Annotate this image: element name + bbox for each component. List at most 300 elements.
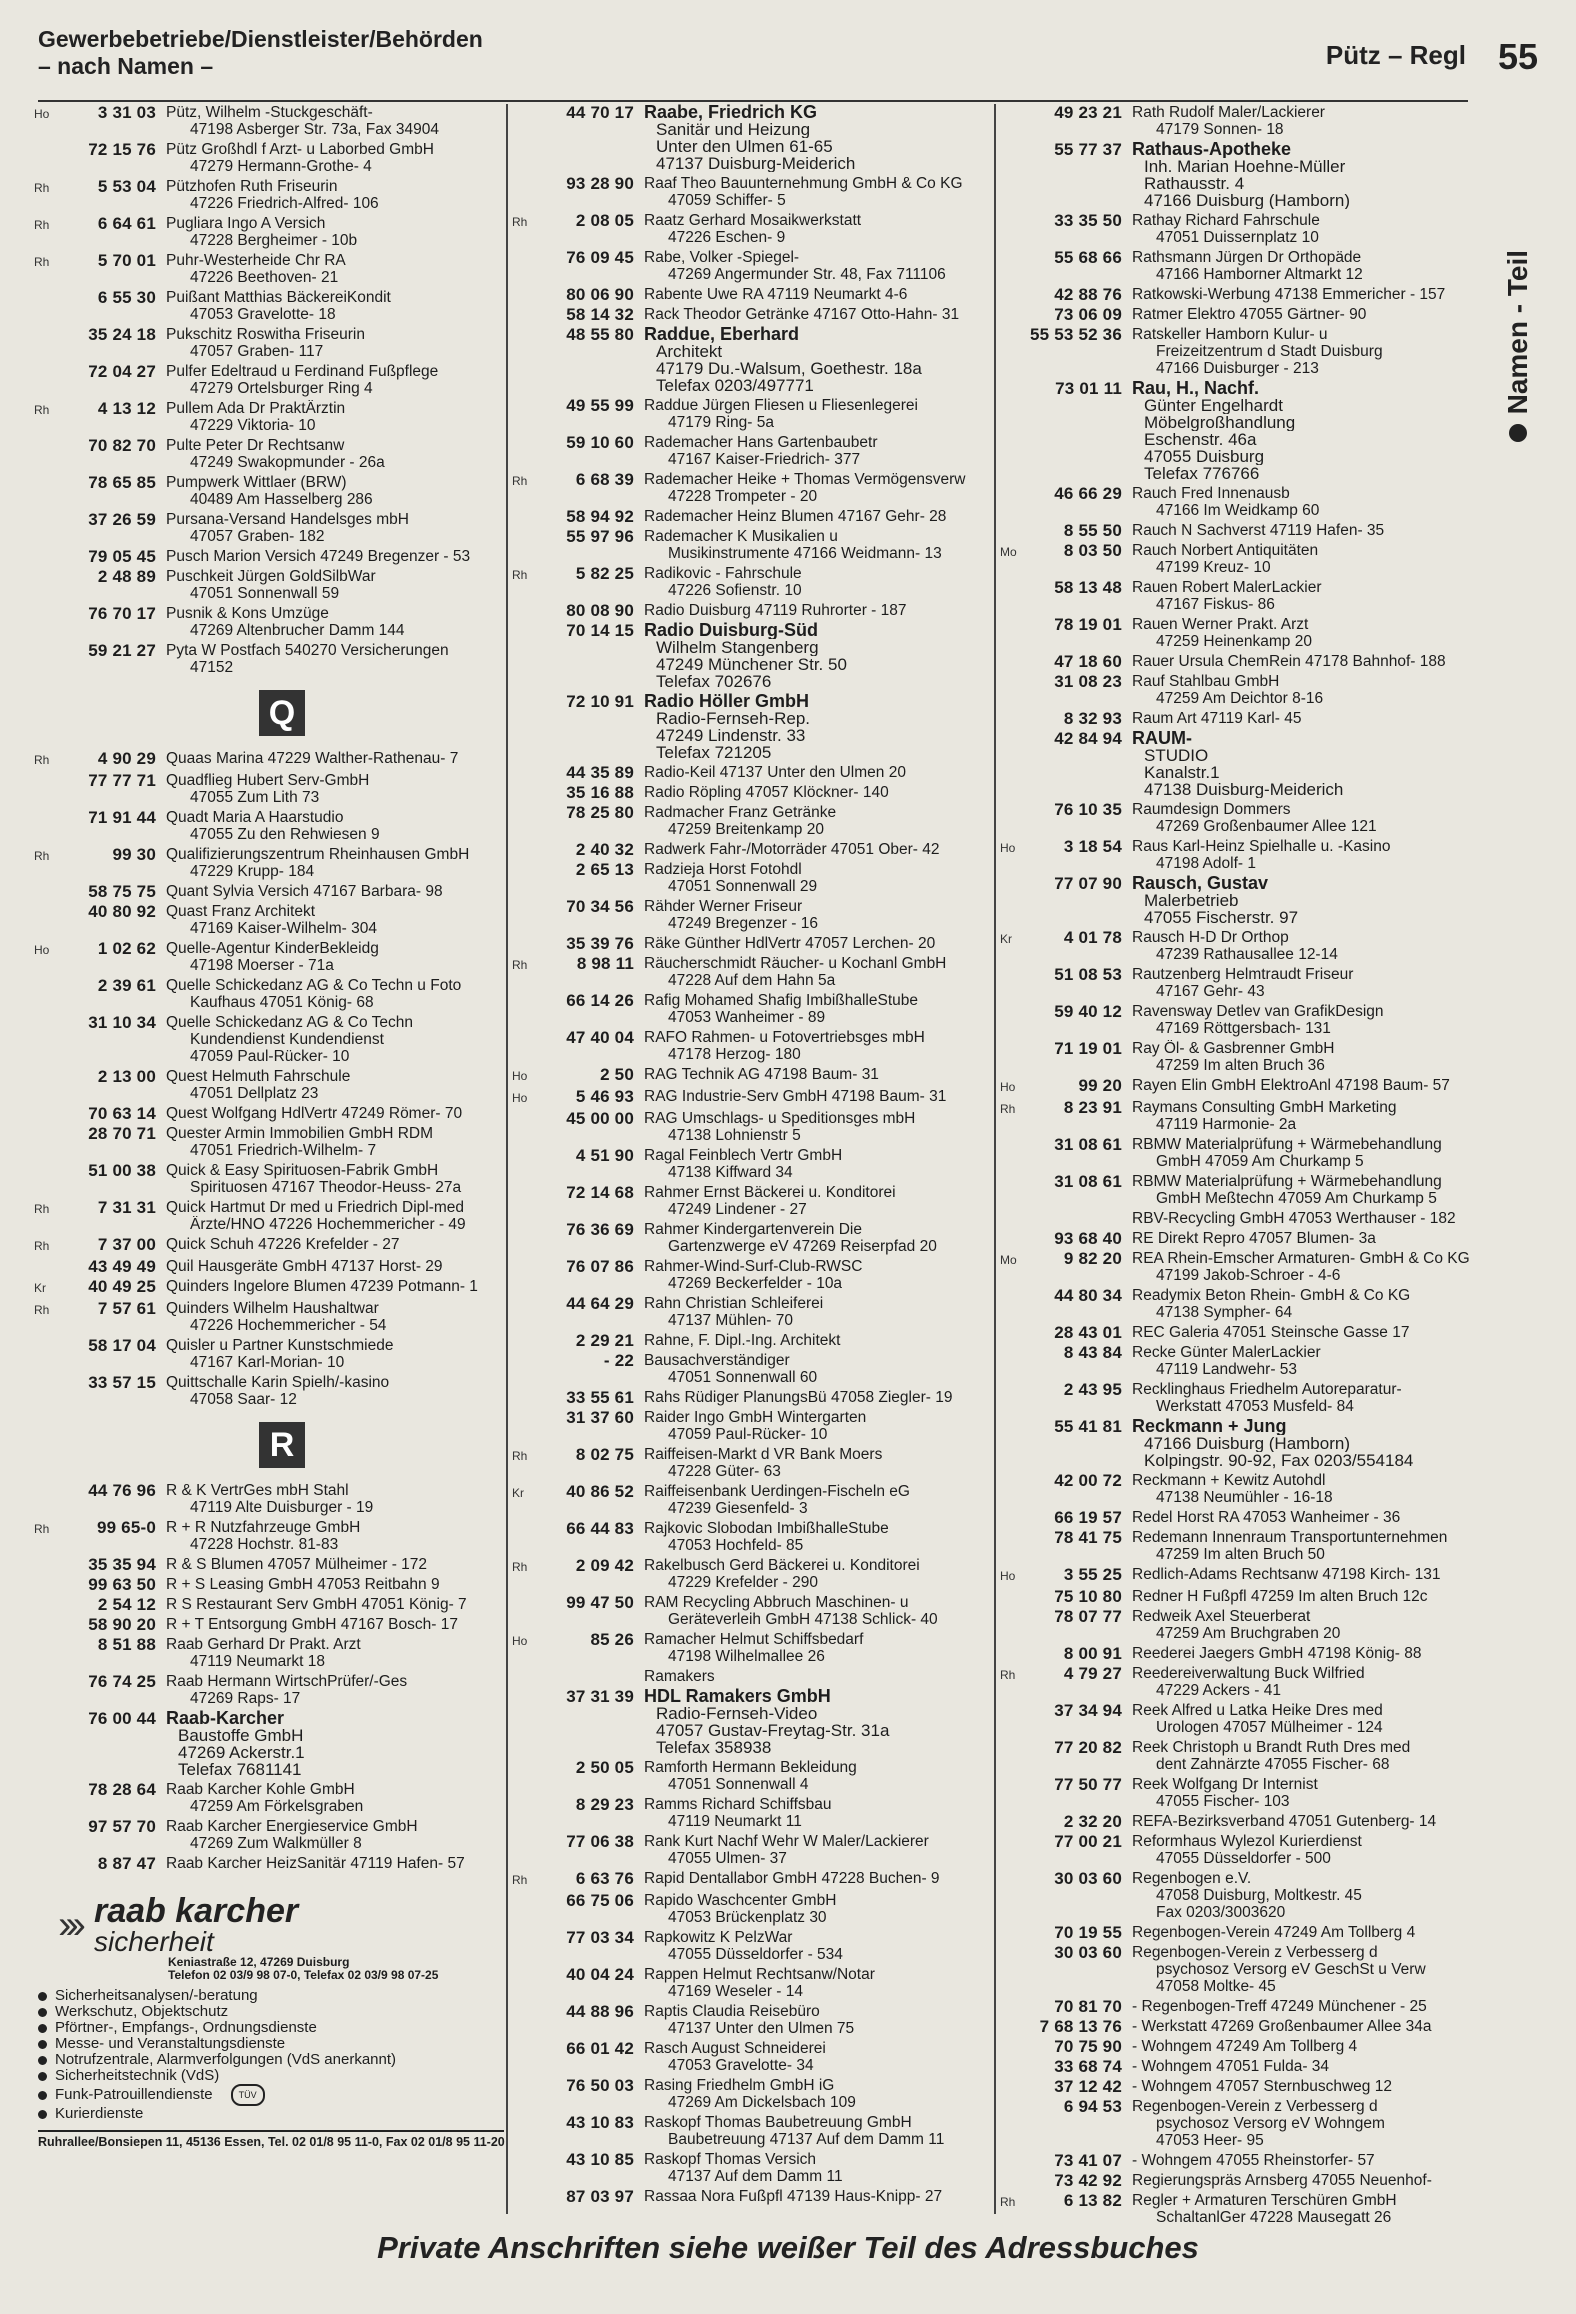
phone-number: 77 50 77 <box>1054 1775 1122 1794</box>
district-code <box>34 977 56 979</box>
directory-entry <box>1000 1324 1470 1341</box>
directory-entry <box>1000 1665 1470 1699</box>
entry-detail: 47051 Duissernplatz 10 <box>1156 229 1319 246</box>
directory-entry <box>1000 1173 1470 1207</box>
entry-detail: 47138 Sympher- 64 <box>1156 1304 1293 1321</box>
directory-entry <box>1000 1040 1470 1074</box>
directory-entry <box>512 1295 992 1329</box>
entry-detail: Malerbetrieb <box>1144 892 1239 909</box>
entry-text <box>166 141 504 175</box>
phone-number: 73 41 07 <box>1054 2151 1122 2170</box>
entry-text <box>644 1332 992 1349</box>
entry-text <box>644 622 992 690</box>
phone-number: 8 98 11 <box>576 954 634 973</box>
directory-entry <box>512 326 992 394</box>
district-code <box>34 1636 56 1638</box>
entry-text <box>1132 616 1470 650</box>
directory-entry <box>34 1482 504 1516</box>
directory-entry <box>512 1668 992 1685</box>
directory-entry <box>34 511 504 545</box>
entry-text <box>1132 730 1470 798</box>
directory-entry <box>1000 1944 1470 1995</box>
bullet-icon <box>38 2024 47 2033</box>
entry-text <box>1132 1287 1470 1321</box>
district-code <box>1000 1418 1022 1420</box>
ad-service-item <box>38 2106 504 2122</box>
phone-number: 80 06 90 <box>566 285 634 304</box>
entry-name: Rathaus-Apotheke <box>1132 141 1292 158</box>
phone-number: 30 03 60 <box>1054 1869 1122 1888</box>
entry-detail: Kolpingstr. 90-92, Fax 0203/554184 <box>1144 1452 1414 1469</box>
entry-name: Quelle Schickedanz AG & Co Techn <box>166 1014 413 1031</box>
entry-text <box>644 1929 992 1963</box>
district-code <box>512 602 534 604</box>
entry-detail: 47259 Am Deichtor 8-16 <box>1156 690 1324 707</box>
directory-entry <box>34 1105 504 1122</box>
directory-entry <box>512 861 992 895</box>
column-3 <box>1000 103 1470 2226</box>
entry-text <box>166 1374 504 1408</box>
district-code <box>34 1014 56 1016</box>
entry-text <box>1132 1588 1470 1605</box>
district-code <box>512 1147 534 1149</box>
entry-detail: 47055 Düsseldorfer - 500 <box>1156 1850 1331 1867</box>
phone-number: 72 04 27 <box>88 362 156 381</box>
directory-entry <box>34 809 504 843</box>
entry-detail: Kanalstr.1 <box>1144 764 1220 781</box>
ad-service-label: Funk-Patrouillendienste <box>55 2086 213 2103</box>
phone-number: 6 68 39 <box>575 470 634 489</box>
entry-text <box>644 104 992 172</box>
entry-name: Pützhofen Ruth Friseurin <box>166 178 338 195</box>
section-heading <box>38 26 483 80</box>
entry-detail: 47166 Im Weidkamp 60 <box>1156 502 1320 519</box>
entry-name: Ravensway Detlev van GrafikDesign <box>1132 1003 1384 1020</box>
entry-detail: Telefax 358938 <box>656 1739 772 1756</box>
entry-text <box>1132 1944 1470 1995</box>
entry-detail: 47138 Kiffward 34 <box>668 1164 793 1181</box>
directory-entry <box>512 212 992 246</box>
district-code <box>512 1295 534 1297</box>
entry-detail: Fax 0203/3003620 <box>1156 1904 1286 1921</box>
district-code <box>1000 1702 1022 1704</box>
phone-number: 66 19 57 <box>1054 1508 1122 1527</box>
directory-entry <box>512 1029 992 1063</box>
entry-text <box>166 605 504 639</box>
district-code <box>34 1710 56 1712</box>
directory-entry <box>512 1332 992 1349</box>
directory-entry <box>34 252 504 286</box>
entry-name: Quinders Wilhelm Haushaltwar <box>166 1300 379 1317</box>
entry-name: Ratkowski-Werbung 47138 Emmericher - 157 <box>1132 286 1446 303</box>
entry-text <box>166 568 504 602</box>
entry-name: Rapkowitz K PelzWar <box>644 1929 793 1946</box>
entry-detail: 47051 Sonnenwall 29 <box>668 878 818 895</box>
phone-number: 8 02 75 <box>575 1445 634 1464</box>
entry-text <box>166 1710 504 1778</box>
entry-detail: Sanitär und Heizung <box>656 121 811 138</box>
directory-entry <box>512 1833 992 1867</box>
entry-name: Reckmann + Jung <box>1132 1418 1287 1435</box>
district-code: Rh <box>512 474 528 488</box>
entry-text <box>644 1066 992 1083</box>
district-code <box>1000 380 1022 382</box>
district-code <box>34 1337 56 1339</box>
phone-number: 66 75 06 <box>566 1891 634 1910</box>
directory-entry <box>1000 1509 1470 1526</box>
directory-entry <box>512 104 992 172</box>
phone-number: 78 28 64 <box>88 1780 156 1799</box>
directory-entry <box>34 772 504 806</box>
directory-entry <box>34 1258 504 1275</box>
entry-name: R + T Entsorgung GmbH 47167 Bosch- 17 <box>166 1616 458 1633</box>
entry-detail: 47269 Großenbaumer Allee 121 <box>1156 818 1377 835</box>
section-heading-line2: – nach Namen – <box>38 53 214 79</box>
entry-detail: 47228 Hochstr. 81-83 <box>190 1536 339 1553</box>
entry-text <box>644 1966 992 2000</box>
entry-detail: 47055 Ulmen- 37 <box>668 1850 787 1867</box>
entry-name: RAUM- <box>1132 730 1192 747</box>
directory-entry <box>512 2077 992 2111</box>
phone-number: 40 04 24 <box>566 1965 634 1984</box>
entry-text <box>1132 2038 1470 2055</box>
entry-name: Pulfer Edeltraud u Ferdinand Fußpflege <box>166 363 439 380</box>
entry-name: Redel Horst RA 47053 Wanheimer - 36 <box>1132 1509 1401 1526</box>
directory-entry <box>512 1066 992 1085</box>
phone-number: 8 23 91 <box>1063 1098 1122 1117</box>
phone-number: 59 21 27 <box>88 641 156 660</box>
district-code: Kr <box>1000 932 1012 946</box>
entry-text <box>1132 141 1470 209</box>
phone-number: 2 08 05 <box>575 211 634 230</box>
entry-name: Rathay Richard Fahrschule <box>1132 212 1320 229</box>
entry-name: Rauer Ursula ChemRein 47178 Bahnhof- 188 <box>1132 653 1446 670</box>
directory-entry <box>512 2114 992 2148</box>
phone-number: 99 63 50 <box>88 1575 156 1594</box>
entry-detail: Günter Engelhardt <box>1144 397 1283 414</box>
entry-detail: 47249 Lindener - 27 <box>668 1201 807 1218</box>
entry-text <box>644 2077 992 2111</box>
phone-number: 76 10 35 <box>1054 800 1122 819</box>
phone-number: 76 07 86 <box>566 1257 634 1276</box>
phone-number: 76 00 44 <box>88 1709 156 1728</box>
entry-text <box>1132 1003 1470 1037</box>
entry-text <box>1132 2058 1470 2075</box>
entry-detail: 47249 Lindenstr. 33 <box>656 727 806 744</box>
district-code <box>1000 1588 1022 1590</box>
entry-detail: 47179 Ring- 5a <box>668 414 774 431</box>
entry-name: Pusch Marion Versich 47249 Bregenzer - 53 <box>166 548 471 565</box>
directory-entry <box>512 804 992 838</box>
entry-detail: GmbH Meßtechn 47059 Am Churkamp 5 <box>1156 1190 1437 1207</box>
entry-detail: 47259 Heinenkamp 20 <box>1156 633 1312 650</box>
entry-text <box>1132 1040 1470 1074</box>
entries-q <box>34 750 504 1408</box>
entry-detail: 47249 Swakopmunder - 26a <box>190 454 385 471</box>
page-range-label: Pütz – Regl <box>1325 40 1466 70</box>
entry-text <box>1132 1665 1470 1699</box>
district-code <box>34 1162 56 1164</box>
district-code: Mo <box>1000 1253 1017 1267</box>
entry-detail: Freizeitzentrum d Stadt Duisburg <box>1156 343 1383 360</box>
entry-name: Regierungspräs Arnsberg 47055 Neuenhof- <box>1132 2172 1432 2189</box>
entry-detail: 47138 Lohnienstr 5 <box>668 1127 801 1144</box>
district-code: Rh <box>512 1449 528 1463</box>
entry-text <box>1132 2172 1470 2189</box>
entry-detail: 47057 Gustav-Freytag-Str. 31a <box>656 1722 890 1739</box>
district-code <box>1000 2152 1022 2154</box>
district-code <box>34 1068 56 1070</box>
phone-number: - 22 <box>603 1351 634 1370</box>
entry-name: Radio Duisburg-Süd <box>644 622 818 639</box>
directory-entry <box>34 883 504 900</box>
entry-detail: 47057 Graben- 182 <box>190 528 325 545</box>
entry-detail: 47055 Zu den Rehwiesen 9 <box>190 826 380 843</box>
entry-text <box>166 1258 504 1275</box>
entries-r <box>34 1482 504 1872</box>
entry-name: Recke Günter MalerLackier <box>1132 1344 1321 1361</box>
district-code <box>1000 1210 1022 1212</box>
phone-number: 35 24 18 <box>88 325 156 344</box>
entry-text <box>1132 2098 1470 2149</box>
district-code <box>1000 1813 1022 1815</box>
entry-name: Quast Franz Architekt <box>166 903 316 920</box>
entry-text <box>1132 653 1470 670</box>
ad-service-label: Kurierdienste <box>55 2105 144 2122</box>
entry-text <box>644 1110 992 1144</box>
directory-entry <box>1000 2018 1470 2035</box>
district-code <box>34 1818 56 1820</box>
entry-detail: 47179 Du.-Walsum, Goethestr. 18a <box>656 360 922 377</box>
entry-text <box>166 883 504 900</box>
entry-text <box>1132 1173 1470 1207</box>
district-code: Ho <box>512 1091 528 1105</box>
page-footer-note: Private Anschriften siehe weißer Teil des Adressbuches <box>377 2230 1199 2265</box>
entry-name: Rapid Dentallabor GmbH 47228 Buchen- 9 <box>644 1870 940 1887</box>
entry-text <box>1132 1998 1470 2015</box>
district-code <box>512 2003 534 2005</box>
entry-detail: 40489 Am Hasselberg 286 <box>190 491 373 508</box>
entry-detail: 47269 Angermunder Str. 48, Fax 711106 <box>668 266 946 283</box>
phone-number: 2 50 05 <box>575 1758 634 1777</box>
side-tab-dot-icon <box>1509 424 1527 442</box>
phone-number: 31 10 34 <box>88 1013 156 1032</box>
district-code <box>1000 710 1022 712</box>
directory-entry <box>1000 1776 1470 1810</box>
directory-entry <box>34 326 504 360</box>
entry-detail: 47199 Kreuz- 10 <box>1156 559 1271 576</box>
directory-entry <box>512 471 992 505</box>
district-code <box>1000 212 1022 214</box>
phone-number: 35 16 88 <box>566 783 634 802</box>
district-code <box>1000 1344 1022 1346</box>
entry-name: Rauch N Sachverst 47119 Hafen- 35 <box>1132 522 1385 539</box>
district-code <box>34 141 56 143</box>
phone-number: 55 97 96 <box>566 527 634 546</box>
district-code <box>1000 801 1022 803</box>
entry-name: Rademacher Hans Gartenbaubetr <box>644 434 878 451</box>
directory-entry <box>1000 1870 1470 1921</box>
directory-entry <box>1000 2058 1470 2075</box>
ad-service-label: Pförtner-, Empfangs-, Ordnungsdienste <box>55 2019 317 2036</box>
district-code <box>34 437 56 439</box>
directory-entry <box>34 548 504 565</box>
entry-detail: 47226 Beethoven- 21 <box>190 269 339 286</box>
entry-name: Radwerk Fahr-/Motorräder 47051 Ober- 42 <box>644 841 940 858</box>
district-code <box>512 1352 534 1354</box>
bullet-icon <box>38 2056 47 2065</box>
entry-text <box>644 326 992 394</box>
entry-name: Pumpwerk Wittlaer (BRW) <box>166 474 347 491</box>
directory-entry <box>512 1631 992 1665</box>
entry-text <box>166 903 504 937</box>
directory-entry <box>512 1594 992 1628</box>
entry-detail: 47269 Beckerfelder - 10a <box>668 1275 843 1292</box>
directory-entry <box>34 474 504 508</box>
district-code: Rh <box>512 958 528 972</box>
entry-detail: 47259 Im alten Bruch 36 <box>1156 1057 1325 1074</box>
entry-detail: 47119 Neumarkt 18 <box>190 1653 325 1670</box>
entry-text <box>644 1796 992 1830</box>
entry-name: Reek Wolfgang Dr Internist <box>1132 1776 1318 1793</box>
directory-entry <box>34 1781 504 1815</box>
directory-entry <box>1000 1472 1470 1506</box>
district-code <box>34 511 56 513</box>
directory-entry <box>512 992 992 1026</box>
phone-number: 37 34 94 <box>1054 1701 1122 1720</box>
entry-name: Rahn Christian Schleiferei <box>644 1295 824 1312</box>
entry-name: Regler + Armaturen Terschüren GmbH <box>1132 2192 1397 2209</box>
district-code: Rh <box>34 849 50 863</box>
directory-entry <box>34 1337 504 1371</box>
district-code <box>1000 485 1022 487</box>
directory-entry <box>1000 326 1470 377</box>
directory-entry <box>1000 141 1470 209</box>
entry-text <box>644 2151 992 2185</box>
entry-name: Pütz, Wilhelm -Stuckgeschäft- <box>166 104 373 121</box>
phone-number: 77 03 34 <box>566 1928 634 1947</box>
district-code <box>512 1029 534 1031</box>
phone-number: 58 14 32 <box>566 305 634 324</box>
entry-detail: 47179 Sonnen- 18 <box>1156 121 1284 138</box>
phone-number: 55 68 66 <box>1054 248 1122 267</box>
entry-name: RAFO Rahmen- u Fotovertriebsges mbH <box>644 1029 925 1046</box>
district-code <box>1000 1529 1022 1531</box>
column-divider <box>994 104 996 2214</box>
directory-entry <box>512 1184 992 1218</box>
ad-service-label: Messe- und Veranstaltungsdienste <box>55 2035 286 2052</box>
entry-detail: Radio-Fernseh-Video <box>656 1705 818 1722</box>
phone-number: 33 35 50 <box>1054 211 1122 230</box>
entry-detail: Radio-Fernseh-Rep. <box>656 710 811 727</box>
entry-name: Reek Christoph u Brandt Ruth Dres med <box>1132 1739 1411 1756</box>
directory-entry <box>1000 616 1470 650</box>
phone-number: 31 08 61 <box>1054 1135 1122 1154</box>
entry-text <box>644 286 992 303</box>
entry-text <box>1132 380 1470 482</box>
directory-entry <box>1000 929 1470 963</box>
ad-service-label: Notrufzentrale, Alarmverfolgungen (VdS anerkannt) <box>55 2051 397 2068</box>
entry-text <box>1132 673 1470 707</box>
directory-entry <box>34 400 504 434</box>
diamond-logo-icon: ››› <box>58 1902 80 1947</box>
entry-detail: 47229 Krefelder - 290 <box>668 1574 818 1591</box>
district-code <box>512 861 534 863</box>
directory-entry <box>34 568 504 602</box>
entry-name: Pusnik & Kons Umzüge <box>166 605 329 622</box>
entry-name: Radio Röpling 47057 Klöckner- 140 <box>644 784 889 801</box>
ad-service-label: Sicherheitstechnik (VdS) <box>55 2067 220 2084</box>
entry-name: Rahmer Ernst Bäckerei u. Konditorei <box>644 1184 896 1201</box>
directory-entry <box>1000 2038 1470 2055</box>
entry-detail: Möbelgroßhandlung <box>1144 414 1296 431</box>
entry-detail: 47259 Im alten Bruch 50 <box>1156 1546 1325 1563</box>
district-code <box>1000 1870 1022 1872</box>
entry-text <box>166 1125 504 1159</box>
directory-entry <box>1000 1702 1470 1736</box>
district-code <box>512 693 534 695</box>
directory-entry <box>34 903 504 937</box>
entry-detail: 47228 Trompeter - 20 <box>668 488 818 505</box>
entry-text <box>644 471 992 505</box>
directory-entry <box>34 1068 504 1102</box>
entry-text <box>644 1759 992 1793</box>
entry-text <box>644 528 992 562</box>
entry-detail: 47059 Schiffer- 5 <box>668 192 786 209</box>
entry-detail: 47169 Röttgersbach- 131 <box>1156 1020 1331 1037</box>
phone-number: 46 66 29 <box>1054 484 1122 503</box>
directory-entry <box>34 1374 504 1408</box>
entry-detail: Inh. Marian Hoehne-Müller <box>1144 158 1346 175</box>
letter-q-marker: Q <box>259 690 305 736</box>
entry-name: - Wohngem 47249 Am Tollberg 4 <box>1132 2038 1358 2055</box>
phone-number: 6 63 76 <box>575 1869 634 1888</box>
district-code <box>1000 2098 1022 2100</box>
entry-name: Raptis Claudia Reisebüro <box>644 2003 820 2020</box>
phone-number: 37 26 59 <box>88 510 156 529</box>
district-code <box>1000 522 1022 524</box>
entry-text <box>166 772 504 806</box>
district-code: Mo <box>1000 545 1017 559</box>
phone-number: 70 19 55 <box>1054 1923 1122 1942</box>
phone-number: 31 08 23 <box>1054 672 1122 691</box>
district-code: Rh <box>512 568 528 582</box>
entry-name: Raiffeisenbank Uerdingen-Fischeln eG <box>644 1483 910 1500</box>
district-code <box>512 306 534 308</box>
entry-name: Rajkovic Slobodan ImbißhalleStube <box>644 1520 889 1537</box>
district-code <box>34 1855 56 1857</box>
bullet-icon <box>38 2008 47 2017</box>
district-code <box>512 2114 534 2116</box>
entry-name: - Wohngem 47051 Fulda- 34 <box>1132 2058 1330 2075</box>
directory-entry <box>1000 710 1470 727</box>
entry-detail: 47058 Moltke- 45 <box>1156 1978 1276 1995</box>
phone-number: 77 20 82 <box>1054 1738 1122 1757</box>
entry-name: Radio Höller GmbH <box>644 693 810 710</box>
entry-name: Regenbogen-Verein z Verbesserg d <box>1132 2098 1378 2115</box>
district-code <box>512 326 534 328</box>
entry-text <box>644 1295 992 1329</box>
phone-number: 33 57 15 <box>88 1373 156 1392</box>
phone-number: 7 31 31 <box>97 1198 156 1217</box>
entry-name: Raus Karl-Heinz Spielhalle u. -Kasino <box>1132 838 1391 855</box>
entry-name: Raider Ingo GmbH Wintergarten <box>644 1409 867 1426</box>
section-heading-line1: Gewerbebetriebe/Dienstleister/Behörden <box>38 26 483 52</box>
entry-text <box>1132 1870 1470 1921</box>
entry-detail: Werkstatt 47053 Musfeld- 84 <box>1156 1398 1354 1415</box>
directory-entry <box>512 622 992 690</box>
entry-detail: 47058 Saar- 12 <box>190 1391 297 1408</box>
